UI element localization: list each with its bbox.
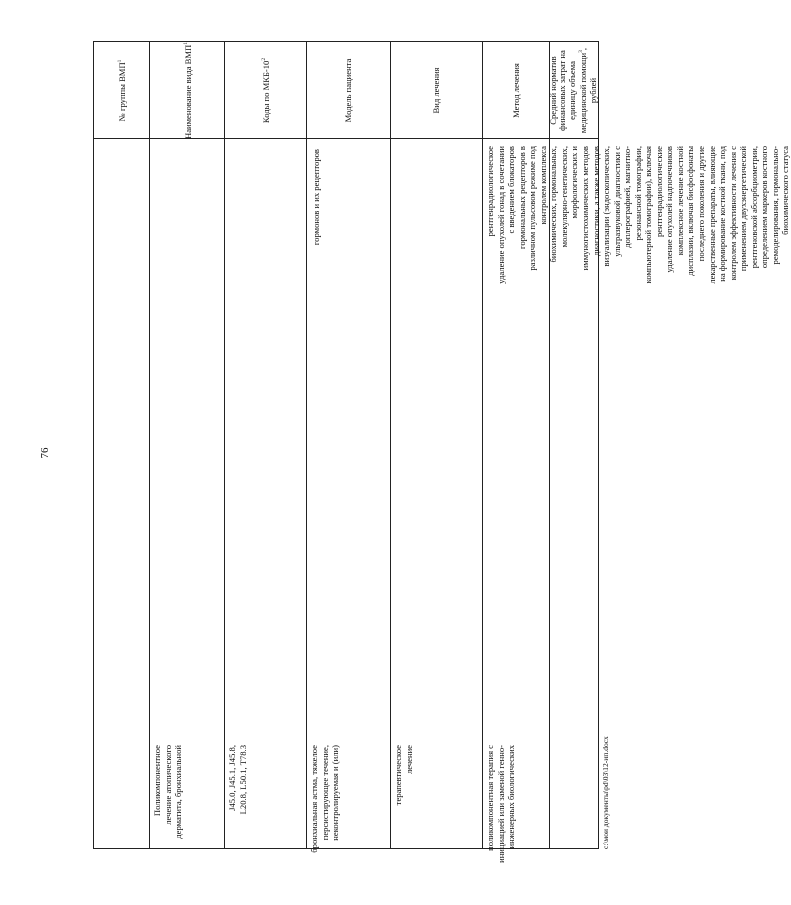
method-line: иммуногистохимических методов [579,146,590,271]
model-line: бронхиальная астма, тяжелое [309,745,319,853]
method2-line: поликомпонентная терапия с [485,745,495,851]
model-line: неконтролируемая и (или) [330,745,341,841]
page-number: 76 [39,447,51,459]
header-cost: Средний норматив финансовых затрат на единицу объема медицинской помощи$^3$, рублей [548,47,598,134]
name-line: Поликомпонентное [152,745,162,817]
type-line: лечение [403,745,414,775]
method-line: доплерографией, магнитно- [622,146,633,248]
model-line: персистирующее течение, [319,745,330,841]
method-line: биохимических, гормональных, [548,146,559,263]
table-rule-3 [306,42,307,849]
method-line: биохимического статуса [780,146,791,235]
codes-line: L20.8, L50.1, T78.3 [237,745,248,815]
method-line: визуализации (эндоскопических, [601,146,612,267]
method-line: резонансной томографии, [632,146,643,241]
type-line: терапевтическое [393,745,403,806]
name-line: лечение атопического [162,745,173,825]
method-line: комплексное лечение костной [674,146,685,256]
method2-line: инженерных биологических [506,745,517,849]
method-line: рентгенрадиологические [653,146,664,238]
method-line: на формирование костной ткани, под [717,146,728,282]
table-rule-2 [224,42,225,849]
header-name: Наименование вида ВМП$^1$ [182,41,193,139]
method-line: удаление опухолей надпочечников [664,146,675,273]
method-line: удаление опухолей гонад в сочетании [495,146,506,284]
method-line: лекарственные препараты, влияющие [706,146,717,284]
method-line: рентгеновской абсорбциометрии, [748,146,759,269]
method-line: контролем комплекса [537,146,548,225]
method-line: молекулярно-генетических, [558,146,569,248]
table-rule-5 [482,42,483,849]
method-line: последнего поколения и другие [696,146,706,262]
method-line: контролем эффективности лечения с [727,146,738,281]
method-line: диагностики, а также методов [590,146,601,256]
header-method: Метод лечения [510,63,521,118]
header-codes: Коды по МКБ-$10^2$ [260,57,271,124]
method-line: ремоделирования, гормонально- [769,146,780,265]
table-bottom-border [93,848,599,849]
header-type: Вид лечения [431,67,441,114]
table-rule-4 [390,42,391,849]
name-line: дерматита, бронхиальной [173,745,184,839]
rotated-page [93,41,791,863]
method-line: рентгенрадиологическое [485,146,495,237]
table-rule-1 [149,42,150,849]
footer-path: c:\мои документы\pd\03\12-ип.docx [601,736,610,849]
method-line: морфологических и [569,146,580,219]
cell-model-row1: гормонов и их рецепторов [311,149,321,246]
header-model: Модель пациента [343,58,353,123]
method-line: определением маркеров костного [759,146,770,269]
method-line: гормональных рецепторов в [516,146,527,249]
method2-line: инициацией или заменой генно- [495,745,506,863]
header-group: № группы ВМП$^1$ [116,59,127,122]
method-line: ультразвуковой диагностики с [611,146,622,257]
method-line: компьютерной томографии), включая [643,146,654,284]
method-line: дисплазии, включая бисфосфонаты [685,146,696,276]
codes-line: J45.0, J45.1, J45.8, [227,745,237,811]
method-line: с введением блокаторов [506,146,517,234]
method-line: применением двухэнергетической [738,146,749,272]
table-border-left [93,42,94,849]
method-line: различном пульсовом режиме под [527,146,538,271]
